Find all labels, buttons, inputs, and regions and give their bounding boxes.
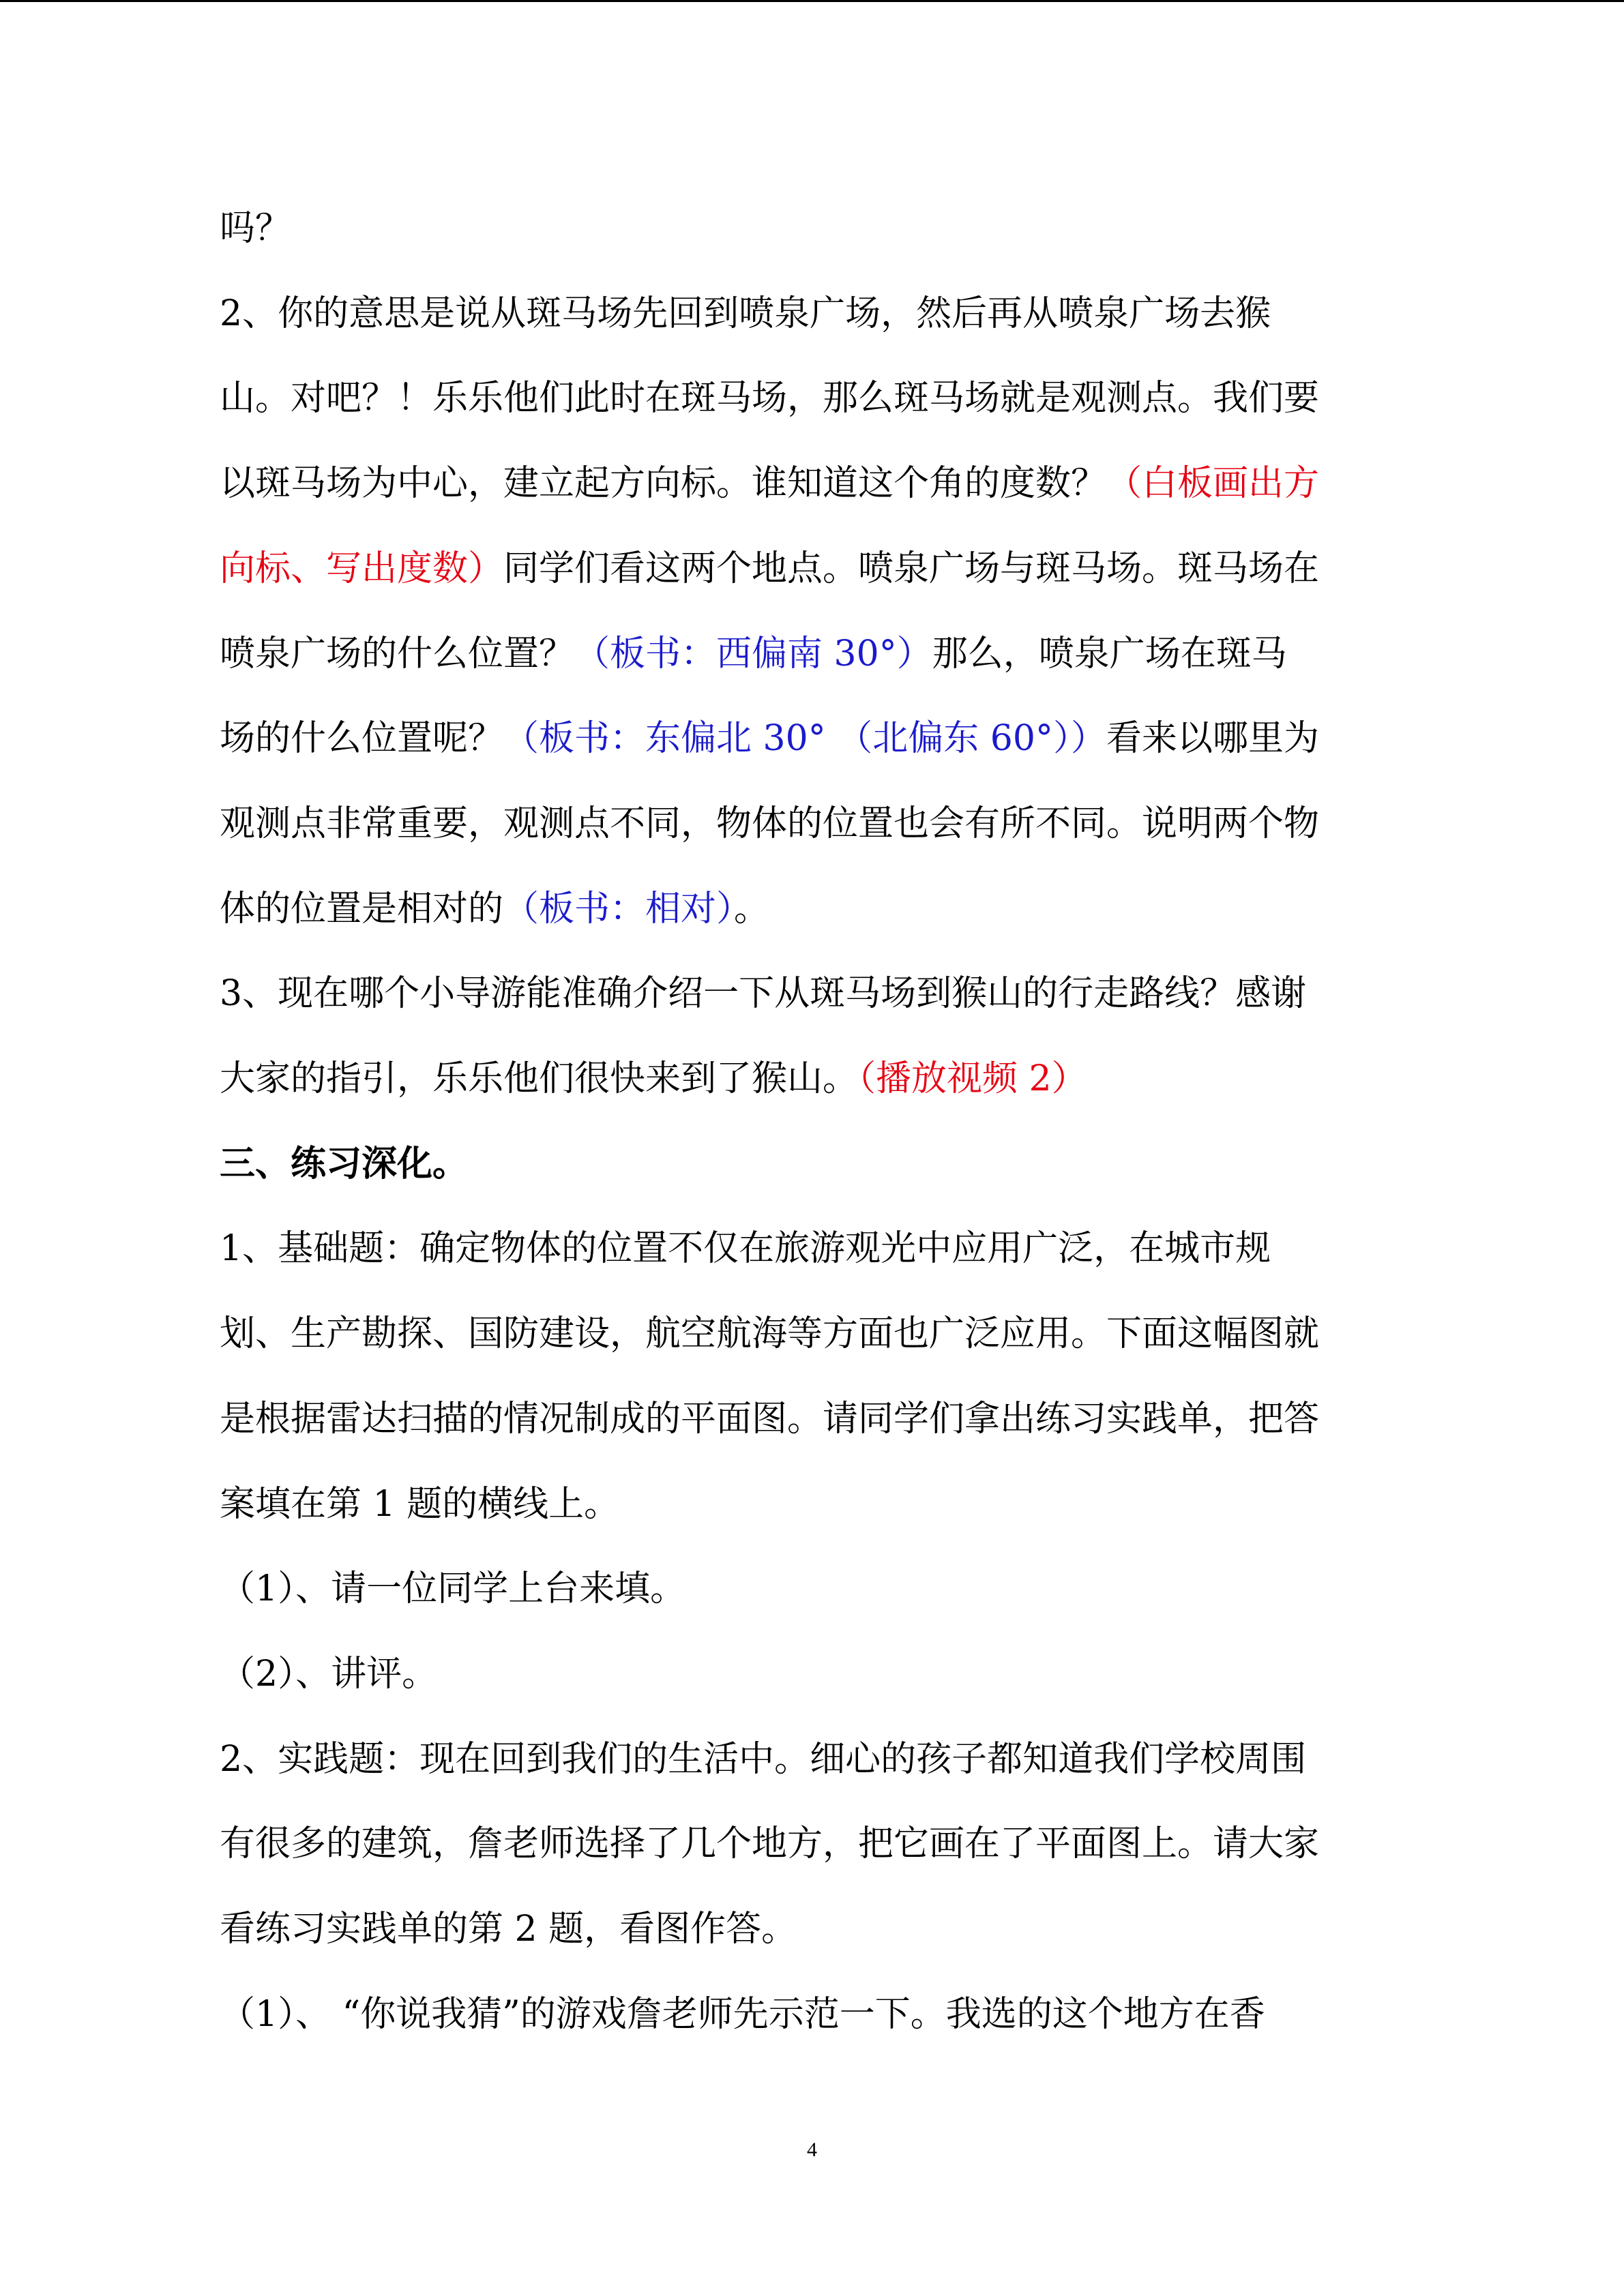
text-line (220, 885, 769, 933)
text-segment: 同学们看这两个地点。喷泉广场与斑马场。斑马场在 (503, 548, 1320, 589)
text-segment: 场的什么位置呢？ (220, 718, 504, 759)
text-segment: 喷泉广场的什么位置？ (220, 633, 575, 674)
text-line (220, 1225, 1271, 1272)
text-segment: 大家的指引，乐乐他们很快来到了猴山。 (220, 1058, 859, 1099)
text-segment: 2、你的意思是说从斑马场先回到喷泉广场，然后再从喷泉广场去猴 (220, 293, 1271, 334)
text-line (220, 1735, 1306, 1783)
text-segment: 看练习实践单的第 2 题，看图作答。 (220, 1909, 797, 1950)
text-segment: 看来以哪里为 (1106, 718, 1319, 759)
text-segment: 有很多的建筑，詹老师选择了几个地方，把它画在了平面图上。请大家 (220, 1823, 1320, 1864)
text-line (220, 1310, 1319, 1358)
text-segment: 吗？ (220, 208, 291, 249)
text-segment: 案填在第 1 题的横线上。 (220, 1484, 620, 1525)
text-line (220, 800, 1319, 848)
text-line (220, 290, 1271, 338)
top-border-line (0, 0, 1624, 2)
text-segment: 是根据雷达扫描的情况制成的平面图。请同学们拿出练习实践单，把答 (220, 1399, 1320, 1440)
text-line (220, 1991, 1265, 2038)
text-segment: 。 (734, 889, 770, 929)
red-text-segment: （播放视频 2） (858, 1058, 1087, 1099)
text-line (220, 970, 1306, 1017)
text-line (220, 630, 1287, 678)
text-segment: 观测点非常重要，观测点不同，物体的位置也会有所不同。说明两个物 (220, 803, 1320, 844)
bold-text-segment: 三、练习深化。 (220, 1143, 469, 1184)
text-segment: 以斑马场为中心，建立起方向标。谁知道这个角的度数？ (220, 463, 1107, 504)
text-segment: 2、实践题：现在回到我们的生活中。细心的孩子都知道我们学校周围 (220, 1739, 1307, 1780)
red-text-segment: （白板画出方 (1106, 463, 1320, 504)
text-segment: （1）、请一位同学上台来填。 (220, 1568, 686, 1609)
text-segment: （1）、 “你说我猜”的游戏詹老师先示范一下。我选的这个地方在香 (220, 1994, 1265, 2035)
text-segment: 3、现在哪个小导游能准确介绍一下从斑马场到猴山的行走路线？感谢 (220, 973, 1307, 1014)
text-segment: 划、生产勘探、国防建设，航空航海等方面也广泛应用。下面这幅图就 (220, 1313, 1320, 1354)
text-line (220, 1650, 437, 1698)
text-line (220, 1055, 1087, 1103)
text-line (220, 374, 1319, 422)
page-number: 4 (807, 2138, 817, 2161)
text-line (220, 1395, 1319, 1443)
text-segment: 体的位置是相对的 (220, 889, 504, 929)
blue-text-segment: （板书：西偏南 30°） (574, 633, 932, 674)
text-segment: 山。对吧？！乐乐他们此时在斑马场，那么斑马场就是观测点。我们要 (220, 378, 1320, 419)
text-line (220, 1140, 468, 1188)
text-segment: 那么，喷泉广场在斑马 (932, 633, 1287, 674)
text-line (220, 715, 1319, 762)
blue-text-segment: （板书：东偏北 30° （北偏东 60°）） (503, 718, 1106, 759)
text-line (220, 545, 1319, 593)
text-line (220, 1565, 685, 1613)
text-line (220, 1905, 797, 1953)
text-line (220, 1480, 619, 1528)
blue-text-segment: （板书：相对） (503, 889, 735, 929)
text-line (220, 205, 291, 252)
text-segment: 1、基础题：确定物体的位置不仅在旅游观光中应用广泛，在城市规 (220, 1228, 1271, 1269)
text-line (220, 460, 1319, 507)
red-text-segment: 向标、写出度数） (220, 548, 504, 589)
text-line (220, 1820, 1319, 1868)
text-segment: （2）、讲评。 (220, 1654, 438, 1695)
